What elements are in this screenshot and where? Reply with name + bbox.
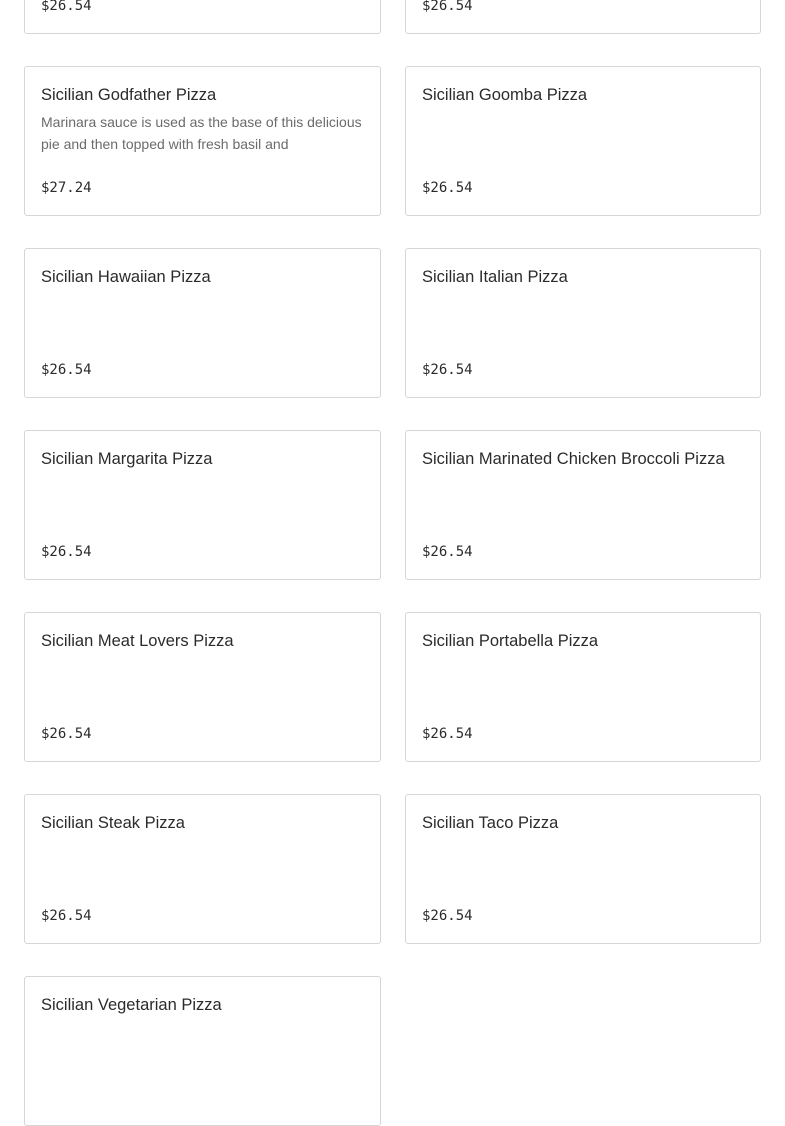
menu-item-name: Sicilian Marinated Chicken Broccoli Pizza — [422, 450, 725, 468]
menu-item-card[interactable] — [24, 0, 381, 34]
menu-item-price: $26.54 — [422, 908, 473, 924]
menu-item-card[interactable] — [24, 248, 381, 398]
menu-item-card[interactable] — [405, 248, 761, 398]
menu-item-card[interactable] — [405, 430, 761, 580]
menu-item-price: $26.54 — [422, 180, 473, 196]
menu-item-grid — [24, 0, 761, 1126]
menu-item-price: $26.54 — [422, 362, 473, 378]
menu-item-card[interactable] — [24, 430, 381, 580]
menu-item-name: Sicilian Meat Lovers Pizza — [41, 632, 234, 650]
menu-item-price: $26.54 — [41, 908, 92, 924]
menu-item-name: Sicilian Portabella Pizza — [422, 632, 599, 650]
menu-item-name: Sicilian Margarita Pizza — [41, 450, 213, 468]
menu-item-price: $26.54 — [422, 544, 473, 560]
menu-item-price: $26.54 — [41, 0, 92, 14]
menu-item-card[interactable] — [24, 794, 381, 944]
menu-item-card[interactable] — [405, 0, 761, 34]
menu-item-price: $26.54 — [41, 544, 92, 560]
menu-item-description: Marinara sauce is used as the base of this delicious pie and then topped with fresh basil and — [41, 114, 362, 152]
menu-item-price: $27.24 — [41, 180, 92, 196]
menu-item-name: Sicilian Vegetarian Pizza — [41, 996, 222, 1014]
menu-item-price: $26.54 — [422, 726, 473, 742]
menu-item-name: Sicilian Hawaiian Pizza — [41, 268, 211, 286]
menu-item-name: Sicilian Godfather Pizza — [41, 86, 217, 104]
menu-item-card[interactable] — [24, 66, 381, 216]
menu-item-name: Sicilian Taco Pizza — [422, 814, 559, 832]
menu-item-card[interactable] — [405, 66, 761, 216]
menu-item-card[interactable] — [405, 612, 761, 762]
menu-item-price: $26.54 — [41, 726, 92, 742]
menu-item-card[interactable] — [24, 976, 381, 1126]
menu-item-name: Sicilian Italian Pizza — [422, 268, 568, 286]
menu-item-card[interactable] — [24, 612, 381, 762]
menu-item-name: Sicilian Goomba Pizza — [422, 86, 588, 104]
menu-item-name: Sicilian Steak Pizza — [41, 814, 185, 832]
menu-item-price: $26.54 — [41, 362, 92, 378]
menu-item-card[interactable] — [405, 794, 761, 944]
menu-item-price: $26.54 — [422, 0, 473, 14]
